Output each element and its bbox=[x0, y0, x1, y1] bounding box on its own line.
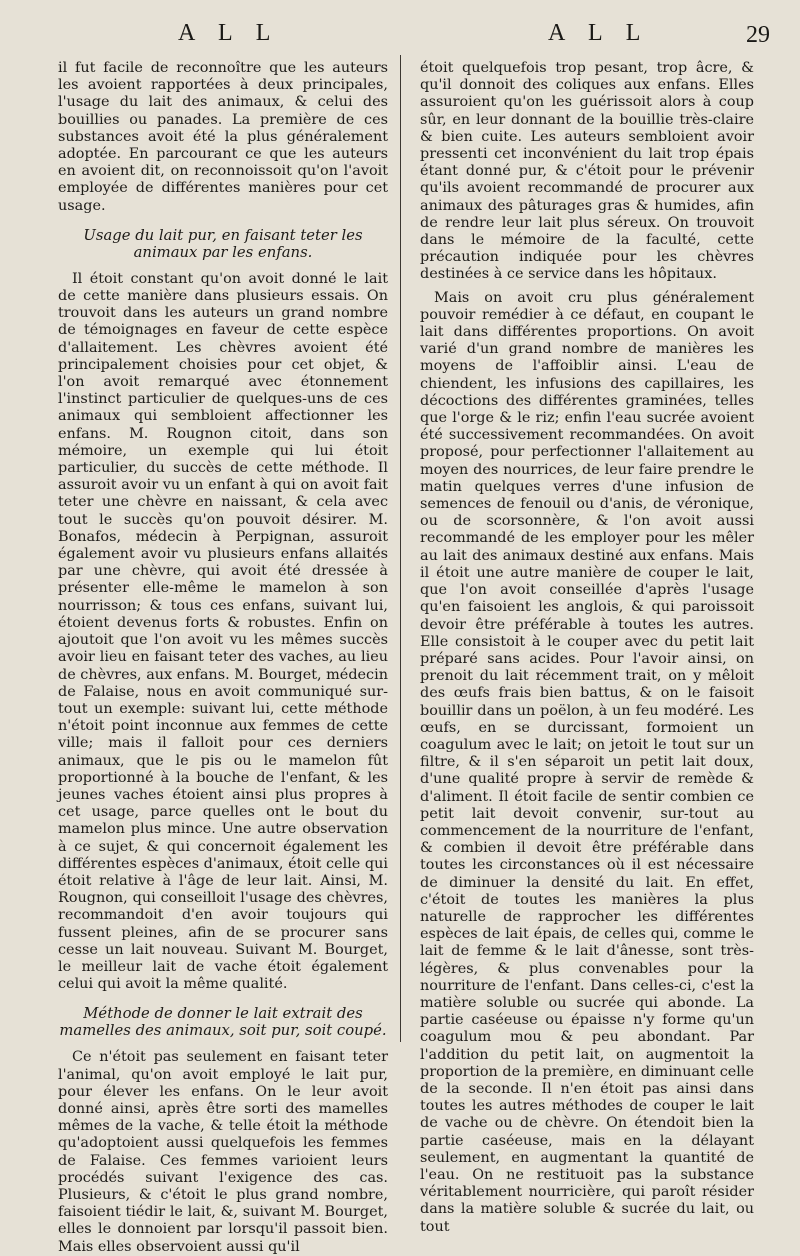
running-head-right: A L L bbox=[548, 20, 650, 46]
section-heading-usage: Usage du lait pur, en faisant teter les animaux par les enfans. bbox=[83, 226, 363, 261]
left-paragraph-1: il fut facile de reconnoître que les auteurs les avoient rapportées à deux principales, l'usage du lait des animaux, & celui des bouillies ou panades. La première de ces substances avoit été la plus généralement adoptée. En parcourant ce que les auteurs en avoient dit, on reconnoissoit qu'on l'avoit employée de différentes manières pour cet usage. bbox=[58, 60, 388, 214]
running-head-left: A L L bbox=[178, 20, 280, 46]
left-paragraph-3: Ce n'étoit pas seulement en faisant teter l'animal, qu'on avoit employé le lait pur, pour élever les enfans. On le leur avoit donné ainsi, après être sorti des mamelles mêmes de la vache, & telle étoit la méthode qu'adoptoient aussi quelquefois les femmes de Falaise. Ces femmes varioient leurs procédés suivant l'exigence des cas. Plusieurs, & c'étoit le plus grand nombre, faisoient tiédir le lait, &, suivant M. Bourget, elles le donnoient par lorsqu'il passoit bien. Mais elles observoient aussi qu'il bbox=[58, 1049, 388, 1255]
page-number: 29 bbox=[746, 22, 770, 48]
right-column bbox=[420, 60, 754, 1236]
right-paragraph-2: Mais on avoit cru plus généralement pouvoir remédier à ce défaut, en coupant le lait dans différentes proportions. On avoit varié d'un grand nombre de manières les moyens de l'affoiblir ainsi. L'eau de chiendent, les infusions des capillaires, les décoctions des différentes graminées, telles que l'orge & le riz; enfin l'eau sucrée avoient été successivement recommandées. On avoit proposé, pour perfectionner l'allaitement au moyen des nourrices, de leur faire prendre le matin quelques verres d'une infusion de semences de fenouil ou d'anis, de véronique, ou de scorsonnère, & l'on avoit aussi recommandé de les employer pour les mêler au lait des animaux destiné aux enfans. Mais il étoit une autre manière de couper le lait, que l'on avoit conseillée d'après l'usage qu'en faisoient les anglois, & qui paroissoit devoir être préférable à toutes les autres. Elle consistoit à le couper avec du petit lait préparé sans acides. Pour l'avoir ainsi, on prenoit du lait récemment trait, on y mêloit des œufs frais bien battus, & on le faisoit bouillir dans un poëlon, à un feu modéré. Les œufs, en se durcissant, formoient un coagulum avec le lait; on jetoit le tout sur un filtre, & il s'en séparoit un petit lait doux, d'une qualité propre à servir de remède & d'aliment. Il étoit facile de sentir combien ce petit lait devoit convenir, sur-tout au commencement de la nourriture de l'enfant, & combien il devoit être préférable dans toutes les circonstances où il est nécessaire de diminuer la densité du lait. En effet, c'étoit de toutes les manières la plus naturelle de rapprocher les différentes espèces de lait épais, de celles qui, comme le lait de femme & le lait d'ânesse, sont très-légères, & plus convenables pour la nourriture de l'enfant. Dans celles-ci, c'est la matière soluble ou sucrée qui abonde. La partie caséeuse ou épaisse n'y forme qu'un coagulum mou & peu abondant. Par l'addition du petit lait, on augmentoit la proportion de la première, en diminuant celle de la seconde. Il n'en étoit pas ainsi dans toutes les autres méthodes de couper le lait de vache ou de chèvre. On étendoit bien la partie caséeuse, mais en la délayant seulement, en augmentant la quantité de l'eau. On ne restituoit pas la substance véritablement nourricière, qui paroît résider dans la matière soluble & sucrée du lait, ou tout bbox=[420, 289, 754, 1235]
column-divider bbox=[400, 55, 401, 1042]
right-paragraph-1: étoit quelquefois trop pesant, trop âcre, & qu'il donnoit des coliques aux enfans. Elles assuroient qu'on les guérissoit alors à coup sûr, en leur donnant de la bouillie très-claire & bien cuite. Les auteurs sembloient avoir pressenti cet inconvénient du lait trop épais étant donné pur, & c'étoit pour le prévenir qu'ils avoient recommandé de procurer aux animaux des pâturages gras & humides, afin de rendre leur lait plus séreux. On trouvoit dans le mémoire de la faculté, cette précaution indiquée pour les chèvres destinées à ce service dans les hôpitaux. bbox=[420, 60, 754, 283]
left-column bbox=[58, 60, 388, 1256]
left-paragraph-2: Il étoit constant qu'on avoit donné le lait de cette manière dans plusieurs essais. On trouvoit dans les auteurs un grand nombre de témoignages en faveur de cette espèce d'allaitement. Les chèvres avoient été principalement choisies pour cet objet, & l'on avoit remarqué avec étonnement l'instinct particulier de quelques-uns de ces animaux qui sembloient affectionner les enfans. M. Rougnon citoit, dans son mémoire, un exemple qui lui étoit particulier, du succès de cette méthode. Il assuroit avoir vu un enfant à qui on avoit fait teter une chèvre en naissant, & cela avec tout le succès qu'on pouvoit désirer. M. Bonafos, médecin à Perpignan, assuroit également avoir vu plusieurs enfans allaités par une chèvre, qui avoit été dressée à présenter elle-même le mamelon à son nourrisson; & tous ces enfans, suivant lui, étoient devenus forts & robustes. Enfin on ajoutoit que l'on avoit vu les mêmes succès avoir lieu en faisant teter des vaches, au lieu de chèvres, aux enfans. M. Bourget, médecin de Falaise, nous en avoit communiqué sur-tout un exemple: suivant lui, cette méthode n'étoit point inconnue aux femmes de cette ville; mais il falloit pour ces derniers animaux, que le pis ou le mamelon fût proportionné à la bouche de l'enfant, & les jeunes vaches étoient ainsi plus propres à cet usage, parce quelles ont le bout du mamelon plus mince. Une autre observation à ce sujet, & qui concernoit également les différentes espèces d'animaux, étoit celle qui étoit relative à l'âge de leur lait. Ainsi, M. Rougnon, qui conseilloit l'usage des chèvres, recommandoit d'en avoir toujours qui fussent pleines, afin de se procurer sans cesse un lait nouveau. Suivant M. Bourget, le meilleur lait de vache étoit également celui qui avoit la même qualité. bbox=[58, 270, 388, 993]
section-heading-method: Méthode de donner le lait extrait des mamelles des animaux, soit pur, soit coupé. bbox=[59, 1005, 387, 1040]
